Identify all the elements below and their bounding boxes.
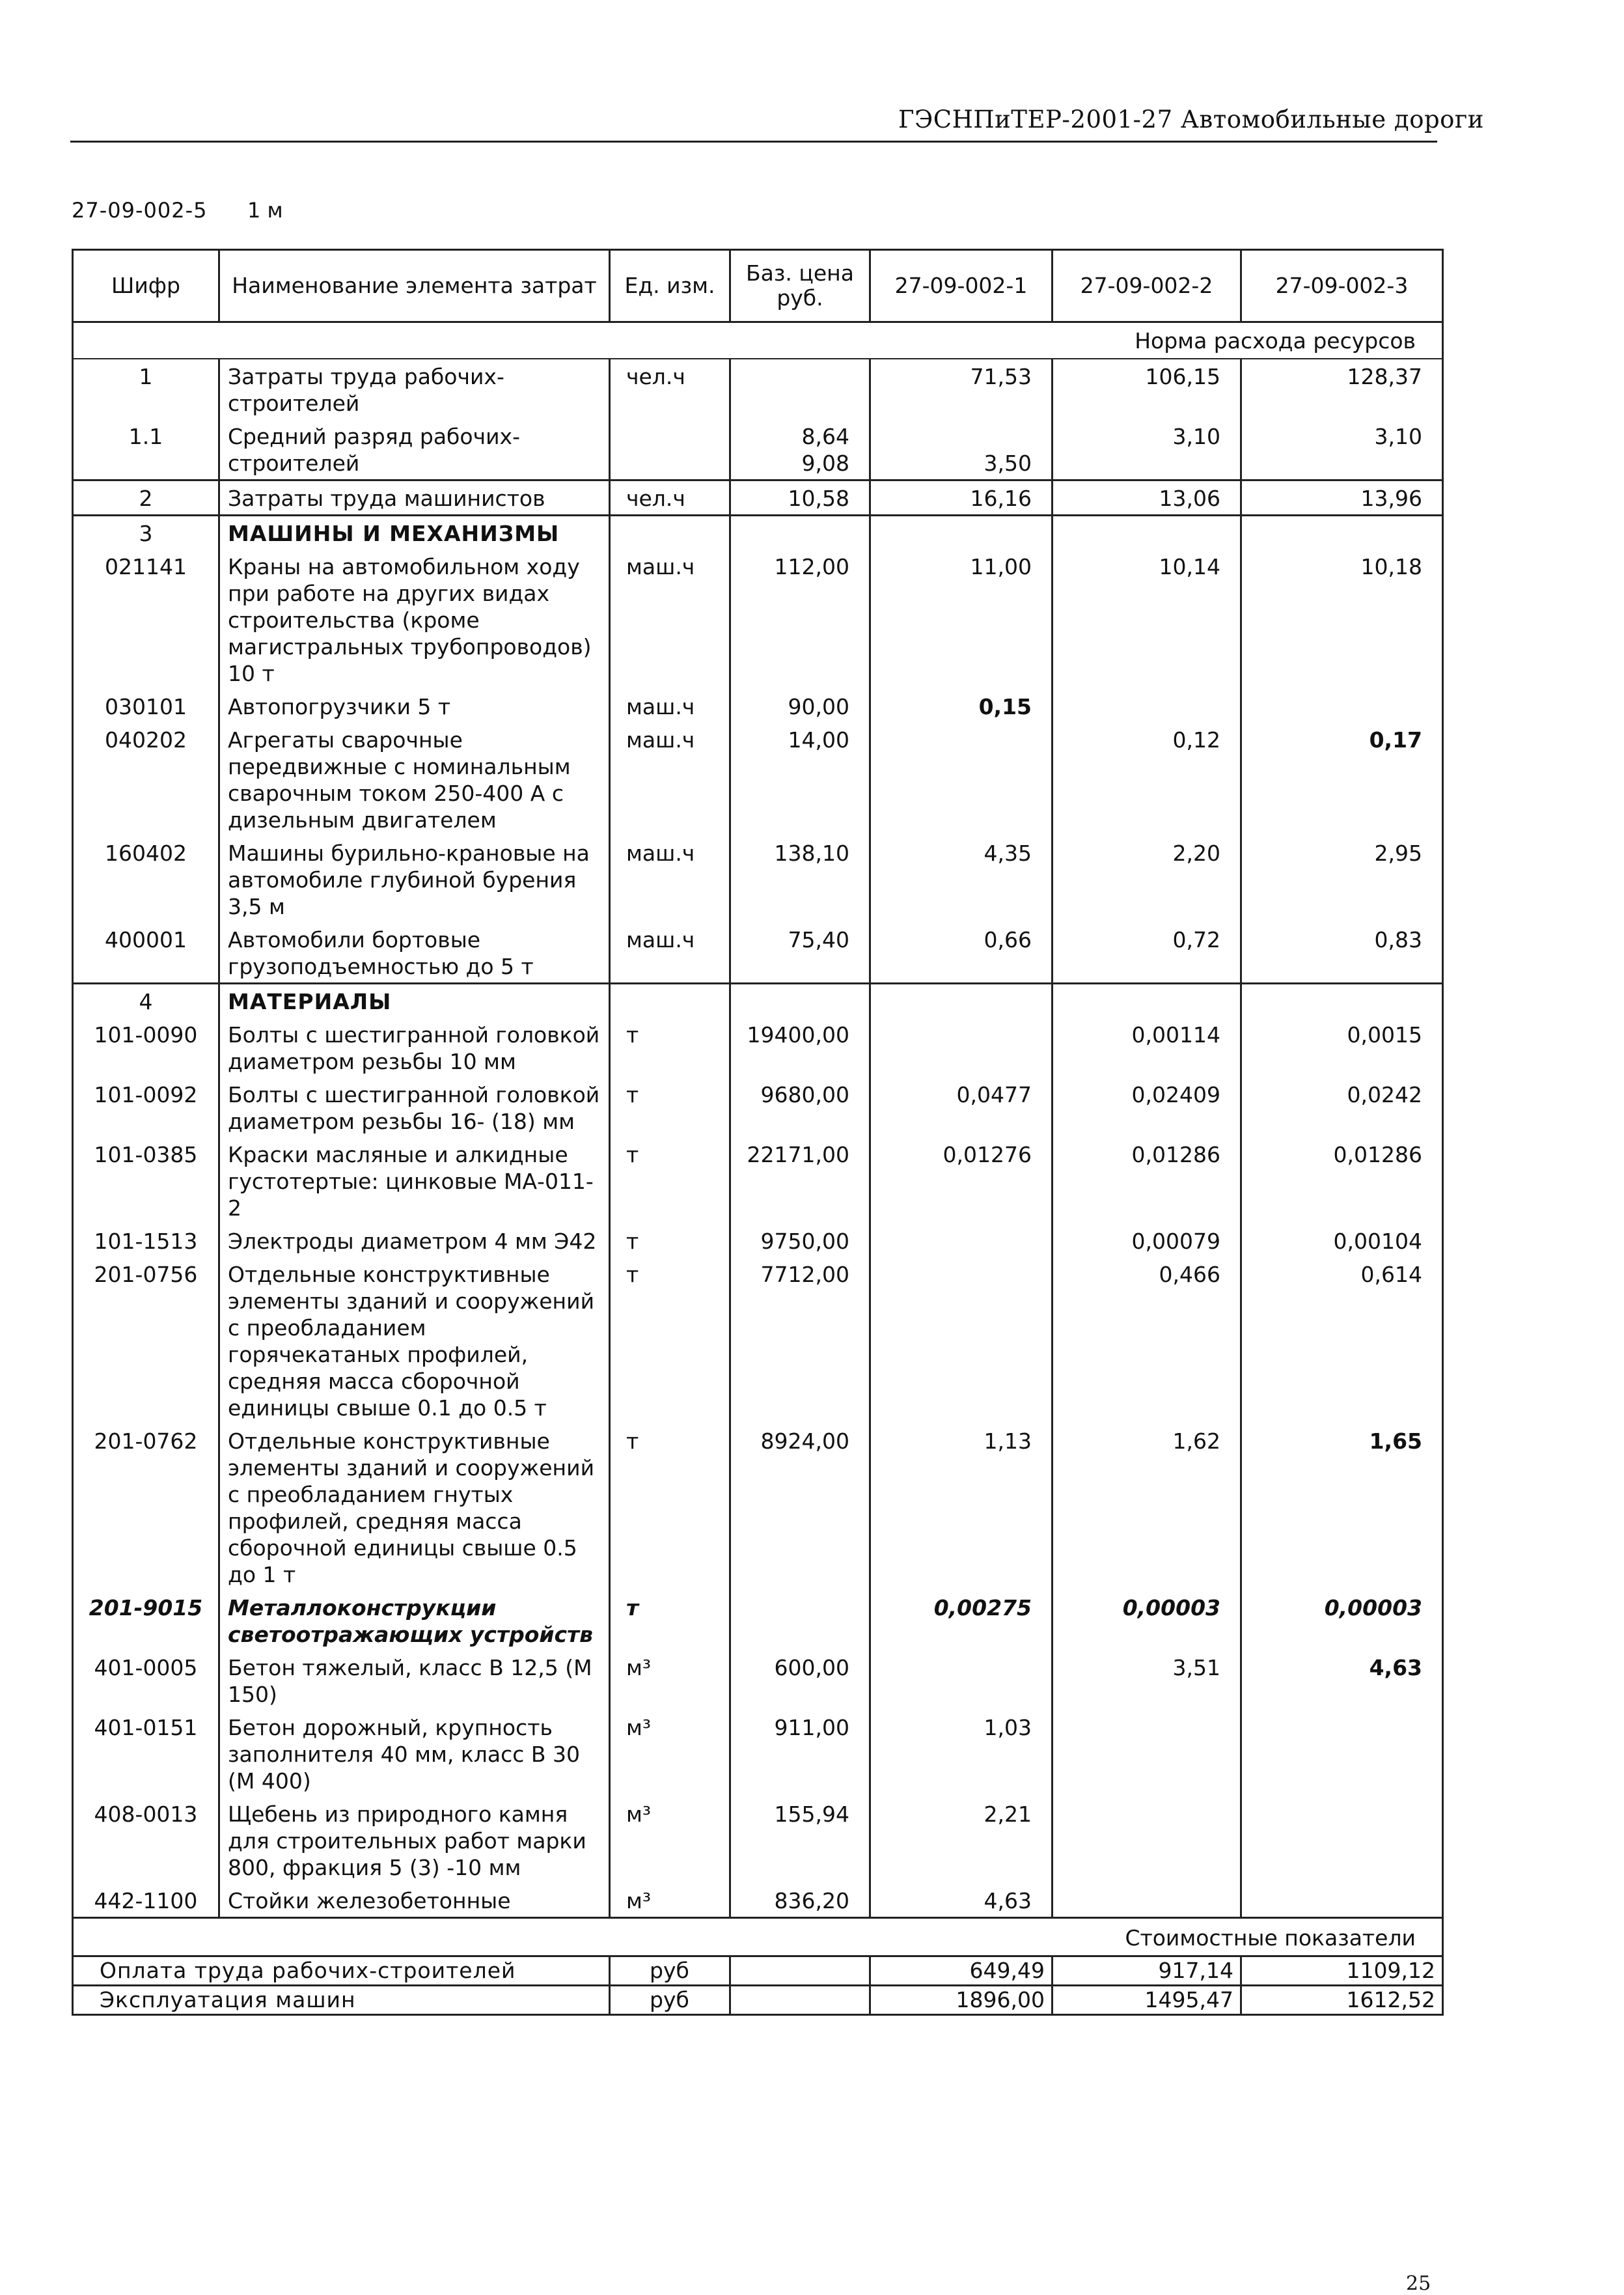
cell-value-3: 1,65: [1241, 1424, 1443, 1591]
resource-table: [72, 249, 1444, 2016]
cell-name: Щебень из природного камня для строительных работ марки 800, фракция 5 (3) -10 мм: [219, 1797, 610, 1884]
cell-price: 911,00: [730, 1710, 870, 1797]
cell-value-1: 4,35: [870, 836, 1053, 923]
cell-value-1: [870, 723, 1053, 836]
pay-value-3: 1109,12: [1241, 1956, 1443, 1986]
cell-price: 600,00: [730, 1650, 870, 1710]
cell-unit: м³: [610, 1797, 730, 1884]
cell-name: Болты с шестигранной головкой диаметром резьбы 10 мм: [219, 1018, 610, 1078]
doc-code: 27-09-002-5: [72, 198, 208, 223]
cell-value-1: 1,03: [870, 1710, 1053, 1797]
cell-value-3: [1241, 1797, 1443, 1884]
cell-code: 101-0092: [73, 1078, 219, 1137]
cell-price: 14,00: [730, 723, 870, 836]
table-row: [73, 923, 1443, 984]
document-header-title: ГЭСНПиТЕР-2001-27 Автомобильные дороги: [898, 105, 1484, 133]
cell-value-3: 13,96: [1241, 480, 1443, 516]
cell-name: Средний разряд рабочих-строителей: [219, 419, 610, 480]
cell-value-3: 0,00104: [1241, 1224, 1443, 1257]
cell-value-2: 0,00079: [1053, 1224, 1241, 1257]
cell-price: 9750,00: [730, 1224, 870, 1257]
cell-name: Агрегаты сварочные передвижные с номинальным сварочным током 250-400 А с дизельным двигателем: [219, 723, 610, 836]
cell-value-3: 3,10: [1241, 419, 1443, 480]
empty-cell: [1053, 516, 1241, 550]
cell-value-3: 0,00003: [1241, 1591, 1443, 1650]
column-header: 27-09-002-1: [870, 250, 1053, 322]
doc-unit: 1 м: [247, 198, 283, 223]
cell-code: 1: [73, 359, 219, 419]
norm-label-row: [73, 322, 1443, 359]
section-title: МАТЕРИАЛЫ: [219, 984, 610, 1018]
cell-name: Автопогрузчики 5 т: [219, 689, 610, 723]
cell-price: [730, 419, 870, 480]
cell-value-1: 0,0477: [870, 1078, 1053, 1137]
cell-value-1: [870, 1650, 1053, 1710]
cell-value-2: 13,06: [1053, 480, 1241, 516]
table-row: [73, 1257, 1443, 1424]
section-number: 4: [73, 984, 219, 1018]
cell-name: Краски масляные и алкидные густотертые: цинковые МА-011-2: [219, 1137, 610, 1224]
cell-price: 19400,00: [730, 1018, 870, 1078]
empty-cell: [1241, 984, 1443, 1018]
cell-value-2: 0,01286: [1053, 1137, 1241, 1224]
cell-code: 101-0090: [73, 1018, 219, 1078]
column-header: Баз. цена руб.: [730, 250, 870, 322]
cell-code: 101-0385: [73, 1137, 219, 1224]
cell-name: Автомобили бортовые грузоподъемностью до 5 т: [219, 923, 610, 984]
cell-value-1: 4,63: [870, 1884, 1053, 1918]
empty-cell: [870, 516, 1053, 550]
table-row: [73, 1137, 1443, 1224]
table-row: [73, 1710, 1443, 1797]
table-row: [73, 1797, 1443, 1884]
table-row: [73, 549, 1443, 689]
exploit-value-2: 1495,47: [1053, 1986, 1241, 2015]
cell-price: 836,20: [730, 1884, 870, 1918]
cell-value-1: 2,21: [870, 1797, 1053, 1884]
cell-value-2: [1053, 1710, 1241, 1797]
cell-code: 401-0005: [73, 1650, 219, 1710]
cell-value-1: 3,50: [870, 419, 1053, 480]
cell-price: 10,58: [730, 480, 870, 516]
table-row: [73, 480, 1443, 516]
cell-value-1: 0,15: [870, 689, 1053, 723]
cell-unit: т: [610, 1424, 730, 1591]
cost-label: Стоимостные показатели: [73, 1918, 1443, 1956]
cell-unit: т: [610, 1137, 730, 1224]
cell-value-3: 10,18: [1241, 549, 1443, 689]
cell-value-3: 0,83: [1241, 923, 1443, 984]
cell-value-3: 0,614: [1241, 1257, 1443, 1424]
cell-unit: т: [610, 1224, 730, 1257]
cell-value-1: [870, 1018, 1053, 1078]
table-row: [73, 419, 1443, 480]
cell-price: [730, 1591, 870, 1650]
cell-value-3: 2,95: [1241, 836, 1443, 923]
cell-price: 22171,00: [730, 1137, 870, 1224]
cell-value-3: 4,63: [1241, 1650, 1443, 1710]
cell-value-3: [1241, 1884, 1443, 1918]
cell-value-3: 0,0015: [1241, 1018, 1443, 1078]
cell-price: 138,10: [730, 836, 870, 923]
cell-unit: т: [610, 1018, 730, 1078]
table-row: [73, 1884, 1443, 1918]
section-row: [73, 516, 1443, 550]
empty-cell: [1241, 516, 1443, 550]
cell-value-2: 0,00003: [1053, 1591, 1241, 1650]
cell-price: 112,00: [730, 549, 870, 689]
cell-name: Затраты труда рабочих-строителей: [219, 359, 610, 419]
cell-value-1: 11,00: [870, 549, 1053, 689]
cell-unit: маш.ч: [610, 689, 730, 723]
cost-label-row: [73, 1918, 1443, 1956]
table-row: [73, 723, 1443, 836]
cell-code: 101-1513: [73, 1224, 219, 1257]
cell-value-1: 1,13: [870, 1424, 1053, 1591]
cell-unit: [610, 419, 730, 480]
column-header: 27-09-002-3: [1241, 250, 1443, 322]
cell-price: 9680,00: [730, 1078, 870, 1137]
page-number: 25: [1406, 2272, 1431, 2295]
cell-code: 2: [73, 480, 219, 516]
cell-name: Машины бурильно-крановые на автомобиле глубиной бурения 3,5 м: [219, 836, 610, 923]
cell-code: 442-1100: [73, 1884, 219, 1918]
empty-cell: [1053, 984, 1241, 1018]
cell-unit: маш.ч: [610, 836, 730, 923]
table-header-row: [73, 250, 1443, 322]
cell-price-a: 8,64: [801, 424, 849, 449]
cell-code: 040202: [73, 723, 219, 836]
cell-value-2: 0,72: [1053, 923, 1241, 984]
cell-value-2: 0,466: [1053, 1257, 1241, 1424]
column-header: Шифр: [73, 250, 219, 322]
cell-value-1: 0,00275: [870, 1591, 1053, 1650]
cell-unit: м³: [610, 1710, 730, 1797]
cell-value-2: [1053, 1797, 1241, 1884]
table-row: [73, 359, 1443, 419]
pay-unit: руб: [610, 1956, 730, 1986]
cell-unit: м³: [610, 1884, 730, 1918]
empty-cell: [730, 984, 870, 1018]
header-rule: [70, 141, 1437, 143]
cell-value-3: 0,01286: [1241, 1137, 1443, 1224]
column-header: Наименование элемента затрат: [219, 250, 610, 322]
table-row: [73, 1650, 1443, 1710]
cell-price: [730, 359, 870, 419]
cell-unit: маш.ч: [610, 923, 730, 984]
column-header: Ед. изм.: [610, 250, 730, 322]
norm-label: Норма расхода ресурсов: [73, 322, 1443, 359]
cell-name: Металлоконструкции светоотражающих устройств: [219, 1591, 610, 1650]
section-title: МАШИНЫ И МЕХАНИЗМЫ: [219, 516, 610, 550]
empty-cell: [610, 984, 730, 1018]
cell-name: Краны на автомобильном ходу при работе на других видах строительства (кроме магистральных трубопроводов) 10 т: [219, 549, 610, 689]
cell-unit: т: [610, 1257, 730, 1424]
cell-name: Затраты труда машинистов: [219, 480, 610, 516]
cell-price: 75,40: [730, 923, 870, 984]
cell-value-2: 3,10: [1053, 419, 1241, 480]
pay-value-2: 917,14: [1053, 1956, 1241, 1986]
cell-name: Электроды диаметром 4 мм Э42: [219, 1224, 610, 1257]
table-row: [73, 689, 1443, 723]
cell-code: 401-0151: [73, 1710, 219, 1797]
cell-value-1: [870, 1224, 1053, 1257]
section-number: 3: [73, 516, 219, 550]
cell-value-2: 0,02409: [1053, 1078, 1241, 1137]
empty-cell: [610, 516, 730, 550]
cell-unit: т: [610, 1078, 730, 1137]
cell-code: 408-0013: [73, 1797, 219, 1884]
cell-unit: чел.ч: [610, 480, 730, 516]
cell-value-2: 2,20: [1053, 836, 1241, 923]
cell-price-b: 9,08: [801, 451, 849, 476]
cell-code: 1.1: [73, 419, 219, 480]
table-row: [73, 836, 1443, 923]
cell-name: Болты с шестигранной головкой диаметром резьбы 16- (18) мм: [219, 1078, 610, 1137]
cell-unit: т: [610, 1591, 730, 1650]
cell-unit: м³: [610, 1650, 730, 1710]
cell-value-2: 106,15: [1053, 359, 1241, 419]
exploit-price-cell: [730, 1986, 870, 2015]
cell-price: 8924,00: [730, 1424, 870, 1591]
cell-value-1: 0,01276: [870, 1137, 1053, 1224]
table-row: [73, 1424, 1443, 1591]
cell-name: Отдельные конструктивные элементы зданий и сооружений с преобладанием гнутых профилей, средняя масса сборочной единицы свыше 0.5 до 1 т: [219, 1424, 610, 1591]
cell-value-2: [1053, 689, 1241, 723]
cell-code: 160402: [73, 836, 219, 923]
table-row: [73, 1591, 1443, 1650]
exploit-row: [73, 1986, 1443, 2015]
cell-value-2: 3,51: [1053, 1650, 1241, 1710]
cell-value-2: 1,62: [1053, 1424, 1241, 1591]
exploit-value-1: 1896,00: [870, 1986, 1053, 2015]
cell-name: Стойки железобетонные: [219, 1884, 610, 1918]
cell-value-2: [1053, 1884, 1241, 1918]
empty-cell: [730, 516, 870, 550]
cell-value-3: 0,0242: [1241, 1078, 1443, 1137]
cell-unit: чел.ч: [610, 359, 730, 419]
cell-value-3: 128,37: [1241, 359, 1443, 419]
table-row: [73, 1078, 1443, 1137]
cell-name: Отдельные конструктивные элементы зданий и сооружений с преобладанием горячекатаных профилей, средняя масса сборочной единицы свыше 0.1 до 0.5 т: [219, 1257, 610, 1424]
cell-name: Бетон тяжелый, класс В 12,5 (М 150): [219, 1650, 610, 1710]
exploit-label: Эксплуатация машин: [73, 1986, 610, 2015]
cell-value-1: 0,66: [870, 923, 1053, 984]
cell-value-3: [1241, 689, 1443, 723]
pay-label: Оплата труда рабочих-строителей: [73, 1956, 610, 1986]
pay-row: [73, 1956, 1443, 1986]
cell-price: 90,00: [730, 689, 870, 723]
column-header: 27-09-002-2: [1053, 250, 1241, 322]
cell-unit: маш.ч: [610, 723, 730, 836]
table-row: [73, 1224, 1443, 1257]
table-row: [73, 1018, 1443, 1078]
cell-value-2: 0,00114: [1053, 1018, 1241, 1078]
cell-value-1: 71,53: [870, 359, 1053, 419]
cell-code: 201-9015: [73, 1591, 219, 1650]
empty-cell: [870, 984, 1053, 1018]
cell-code: 400001: [73, 923, 219, 984]
cell-value-1: 16,16: [870, 480, 1053, 516]
cell-code: 030101: [73, 689, 219, 723]
cell-value-2: 10,14: [1053, 549, 1241, 689]
exploit-value-3: 1612,52: [1241, 1986, 1443, 2015]
cell-code: 201-0756: [73, 1257, 219, 1424]
pay-price-cell: [730, 1956, 870, 1986]
cell-price: 155,94: [730, 1797, 870, 1884]
cell-value-3: 0,17: [1241, 723, 1443, 836]
cell-value-1: [870, 1257, 1053, 1424]
pay-value-1: 649,49: [870, 1956, 1053, 1986]
cell-code: 201-0762: [73, 1424, 219, 1591]
exploit-unit: руб: [610, 1986, 730, 2015]
cell-value-3: [1241, 1710, 1443, 1797]
section-row: [73, 984, 1443, 1018]
cell-value-2: 0,12: [1053, 723, 1241, 836]
cell-price: 7712,00: [730, 1257, 870, 1424]
cell-unit: маш.ч: [610, 549, 730, 689]
cell-code: 021141: [73, 549, 219, 689]
cell-name: Бетон дорожный, крупность заполнителя 40 мм, класс В 30 (М 400): [219, 1710, 610, 1797]
